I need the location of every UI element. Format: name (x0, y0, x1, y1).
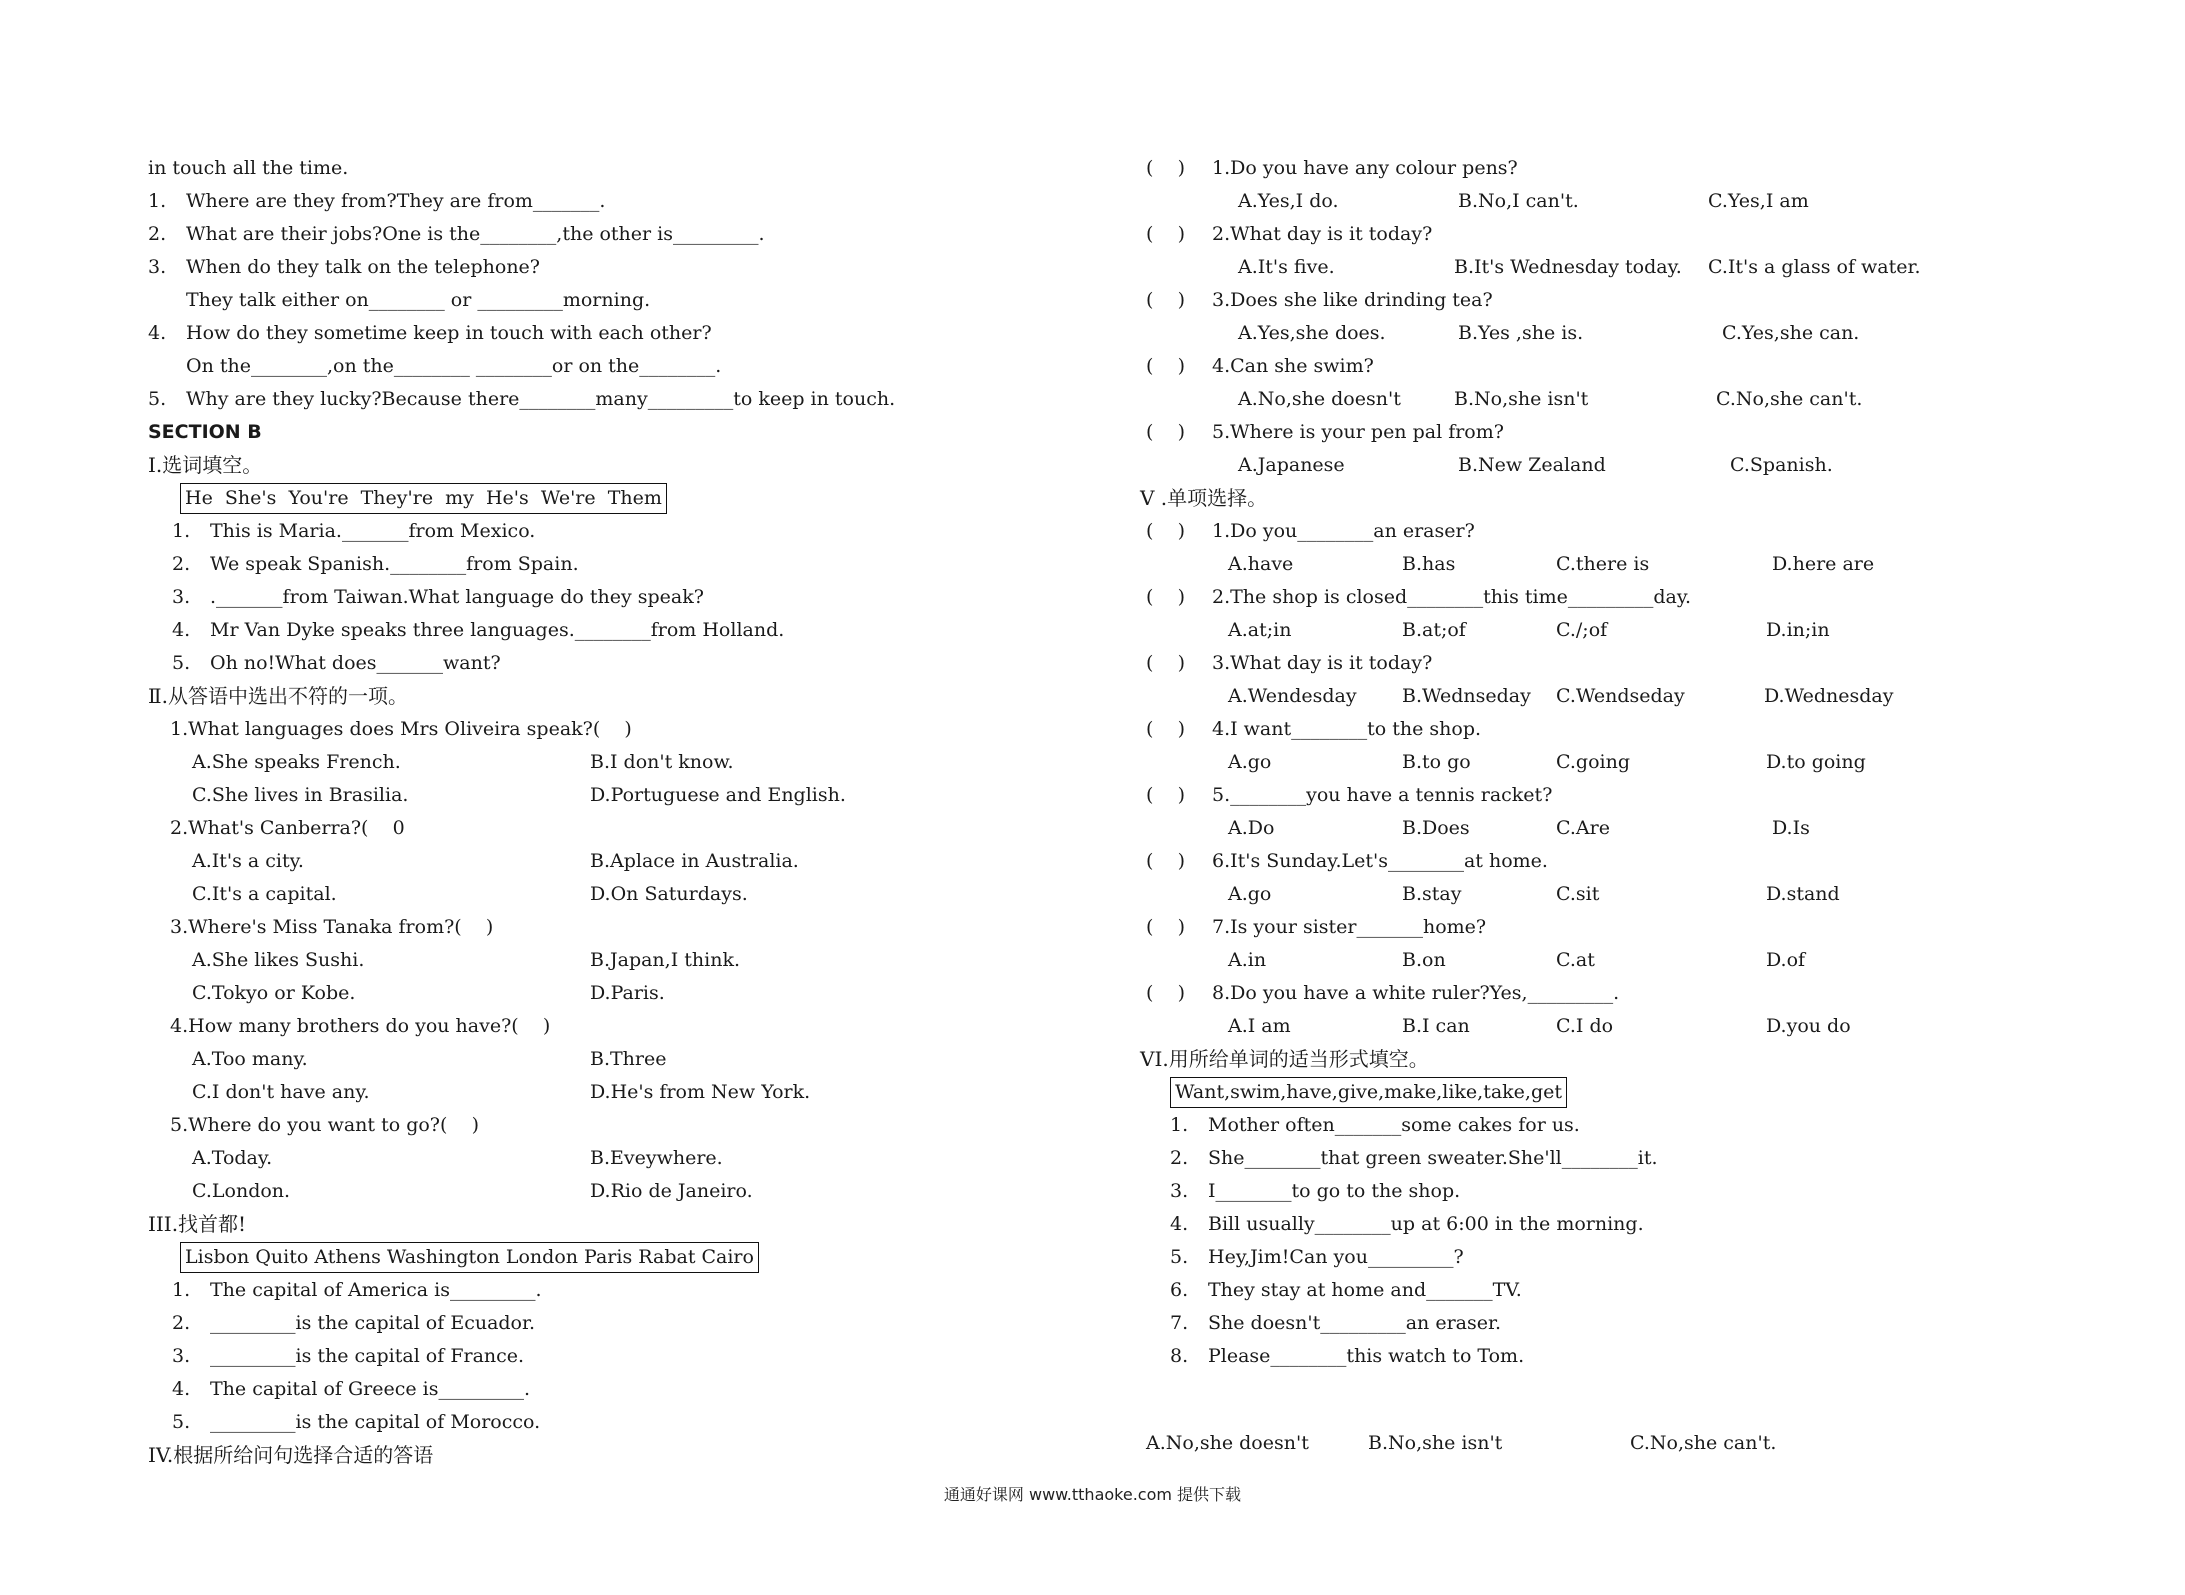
part4-question: 1.Do you have any colour pens? (1212, 157, 1518, 179)
reading-question: 2. What are their jobs?One is the________,the other is_________. (148, 223, 765, 245)
part2-question: 4.How many brothers do you have?( ) (170, 1015, 551, 1037)
answer-paren: ( ) (1146, 586, 1185, 608)
part4-heading: IV.根据所给问句选择合适的答语 (148, 1443, 434, 1467)
part4-item (1146, 218, 2156, 284)
part2-item (170, 713, 1148, 812)
part4-options: A.Yes,I do. B.No,I can't. C.Yes,I am (1238, 190, 1809, 212)
answer-paren: ( ) (1146, 157, 1185, 179)
answer-paren: ( ) (1146, 982, 1185, 1004)
part2-item (170, 1010, 1148, 1109)
part5-item (1146, 779, 2156, 845)
part5-options: A.Do B.Does C.Are D.Is (1228, 817, 1810, 839)
part1-item: 5. Oh no!What does_______want? (172, 652, 501, 674)
part6-item: 6. They stay at home and_______TV. (1170, 1279, 1522, 1301)
part4-question: 2.What day is it today? (1212, 223, 1433, 245)
part5-question: 3.What day is it today? (1212, 652, 1433, 674)
left-column (148, 152, 1148, 1472)
part2-options-ab: A.Today. B.Eveywhere. (192, 1147, 723, 1169)
part5-question: 6.It's Sunday.Let's________at home. (1212, 850, 1548, 872)
part2-options-ab: A.Too many. B.Three (192, 1048, 667, 1070)
part6-word-box: Want,swim,have,give,make,like,take,get (1170, 1077, 1567, 1108)
part2-options-cd: C.She lives in Brasilia. D.Portuguese and English. (192, 784, 846, 806)
part5-options: A.have B.has C.there is D.here are (1228, 553, 1875, 575)
part5-question: 2.The shop is closed________this time_________day. (1212, 586, 1692, 608)
part1-item: 4. Mr Van Dyke speaks three languages.________from Holland. (172, 619, 785, 641)
reading-question: On the________,on the________ ________or on the________. (186, 355, 722, 377)
part1-word-box: He She's You're They're my He's We're Them (180, 483, 667, 514)
part5-options: A.at;in B.at;of C./;of D.in;in (1228, 619, 1830, 641)
part4-items (1146, 152, 2156, 482)
part5-question: 1.Do you________an eraser? (1212, 520, 1475, 542)
part5-items (1146, 515, 2156, 1043)
part3-heading: III.找首都! (148, 1212, 247, 1236)
part3-word-box-row (148, 1241, 1148, 1274)
answer-paren: ( ) (1146, 520, 1185, 542)
answer-paren: ( ) (1146, 916, 1185, 938)
part6-heading: VI.用所给单词的适当形式填空。 (1140, 1047, 1429, 1071)
part2-question: 1.What languages does Mrs Oliveira speak?( ) (170, 718, 632, 740)
part4-item (1146, 284, 2156, 350)
part6-item: 7. She doesn't_________an eraser. (1170, 1312, 1502, 1334)
part2-options-cd: C.I don't have any. D.He's from New York. (192, 1081, 811, 1103)
section-b-title: SECTION B (148, 421, 262, 443)
part2-heading: Ⅱ.从答语中选出不符的一项。 (148, 684, 408, 708)
part4-question: 5.Where is your pen pal from? (1212, 421, 1504, 443)
part2-options-cd: C.London. D.Rio de Janeiro. (192, 1180, 753, 1202)
part4-item (1146, 350, 2156, 416)
part5-item (1146, 845, 2156, 911)
part4-item (1146, 416, 2156, 482)
answer-paren: ( ) (1146, 289, 1185, 311)
part6-items (1146, 1109, 2156, 1373)
part4-options: A.No,she doesn't B.No,she isn't C.No,she can't. (1238, 388, 1863, 410)
part5-question: 7.Is your sister_______home? (1212, 916, 1487, 938)
part2-question: 2.What's Canberra?( 0 (170, 817, 405, 839)
part3-item: 5. _________is the capital of Morocco. (172, 1411, 541, 1433)
reading-question: 4. How do they sometime keep in touch with each other? (148, 322, 712, 344)
part3-word-box: Lisbon Quito Athens Washington London Paris Rabat Cairo (180, 1242, 759, 1273)
part2-question: 3.Where's Miss Tanaka from?( ) (170, 916, 494, 938)
part1-heading: Ⅰ.选词填空。 (148, 453, 263, 477)
part5-question: 5.________you have a tennis racket? (1212, 784, 1553, 806)
part3-item: 2. _________is the capital of Ecuador. (172, 1312, 536, 1334)
part5-item (1146, 581, 2156, 647)
part5-options: A.I am B.I can C.I do D.you do (1228, 1015, 1851, 1037)
part4-item (1146, 152, 2156, 218)
part5-item (1146, 911, 2156, 977)
part2-item (170, 911, 1148, 1010)
part5-item (1146, 977, 2156, 1043)
part2-options-cd: C.Tokyo or Kobe. D.Paris. (192, 982, 665, 1004)
part2-question: 5.Where do you want to go?( ) (170, 1114, 479, 1136)
footer-credit: 通通好课网 www.tthaoke.com 提供下载 (943, 1485, 1242, 1504)
intro-tail: in touch all the time. (148, 157, 349, 179)
part4-question: 3.Does she like drinding tea? (1212, 289, 1493, 311)
part4-question: 4.Can she swim? (1212, 355, 1374, 377)
part5-question: 4.I want________to the shop. (1212, 718, 1482, 740)
answer-paren: ( ) (1146, 784, 1185, 806)
reading-question: 5. Why are they lucky?Because there________many_________to keep in touch. (148, 388, 896, 410)
part3-item: 4. The capital of Greece is_________. (172, 1378, 531, 1400)
answer-paren: ( ) (1146, 355, 1185, 377)
reading-question: 1. Where are they from?They are from_______. (148, 190, 606, 212)
reading-question: They talk either on________ or _________morning. (186, 289, 651, 311)
part1-items (148, 515, 1148, 680)
answer-paren: ( ) (1146, 223, 1185, 245)
part2-options-ab: A.She likes Sushi. B.Japan,I think. (192, 949, 740, 971)
right-column (1140, 152, 2156, 1373)
answer-paren: ( ) (1146, 652, 1185, 674)
part6-item: 2. She________that green sweater.She'll________it. (1170, 1147, 1658, 1169)
part5-item (1146, 647, 2156, 713)
part5-item (1146, 713, 2156, 779)
part4-options: A.It's five. B.It's Wednesday today. C.It's a glass of water. (1238, 256, 1921, 278)
part3-item: 3. _________is the capital of France. (172, 1345, 525, 1367)
part5-options: A.go B.stay C.sit D.stand (1228, 883, 1840, 905)
part2-item (170, 1109, 1148, 1208)
part4-options: A.Japanese B.New Zealand C.Spanish. (1238, 454, 1833, 476)
part5-item (1146, 515, 2156, 581)
part2-item (170, 812, 1148, 911)
reading-questions (148, 185, 1148, 416)
part2-options-ab: A.She speaks French. B.I don't know. (192, 751, 734, 773)
part6-item: 4. Bill usually________up at 6:00 in the morning. (1170, 1213, 1644, 1235)
part1-item: 1. This is Maria._______from Mexico. (172, 520, 536, 542)
part4-options: A.Yes,she does. B.Yes ,she is. C.Yes,she can. (1238, 322, 1860, 344)
part5-options: A.Wendesday B.Wednseday C.Wendseday D.Wednesday (1228, 685, 1894, 707)
part3-item: 1. The capital of America is_________. (172, 1279, 542, 1301)
answer-paren: ( ) (1146, 850, 1185, 872)
part5-question: 8.Do you have a white ruler?Yes,_________. (1212, 982, 1620, 1004)
part6-word-box-row (1146, 1076, 2156, 1109)
part5-options: A.in B.on C.at D.of (1228, 949, 1806, 971)
part5-heading: V .单项选择。 (1140, 486, 1268, 510)
reading-question: 3. When do they talk on the telephone? (148, 256, 540, 278)
part1-word-box-row (148, 482, 1148, 515)
part6-item: 3. I________to go to the shop. (1170, 1180, 1461, 1202)
part5-options: A.go B.to go C.going D.to going (1228, 751, 1866, 773)
part1-item: 2. We speak Spanish.________from Spain. (172, 553, 579, 575)
stray-options: A.No,she doesn't B.No,she isn't C.No,she can't. (1146, 1432, 1777, 1454)
part1-item: 3. ._______from Taiwan.What language do they speak? (172, 586, 704, 608)
part2-items (148, 713, 1148, 1208)
part6-item: 5. Hey,Jim!Can you_________? (1170, 1246, 1464, 1268)
part2-options-ab: A.It's a city. B.Aplace in Australia. (192, 850, 799, 872)
answer-paren: ( ) (1146, 718, 1185, 740)
part6-item: 8. Please________this watch to Tom. (1170, 1345, 1525, 1367)
part3-items (148, 1274, 1148, 1439)
answer-paren: ( ) (1146, 421, 1185, 443)
part6-item: 1. Mother often_______some cakes for us. (1170, 1114, 1580, 1136)
part2-options-cd: C.It's a capital. D.On Saturdays. (192, 883, 748, 905)
